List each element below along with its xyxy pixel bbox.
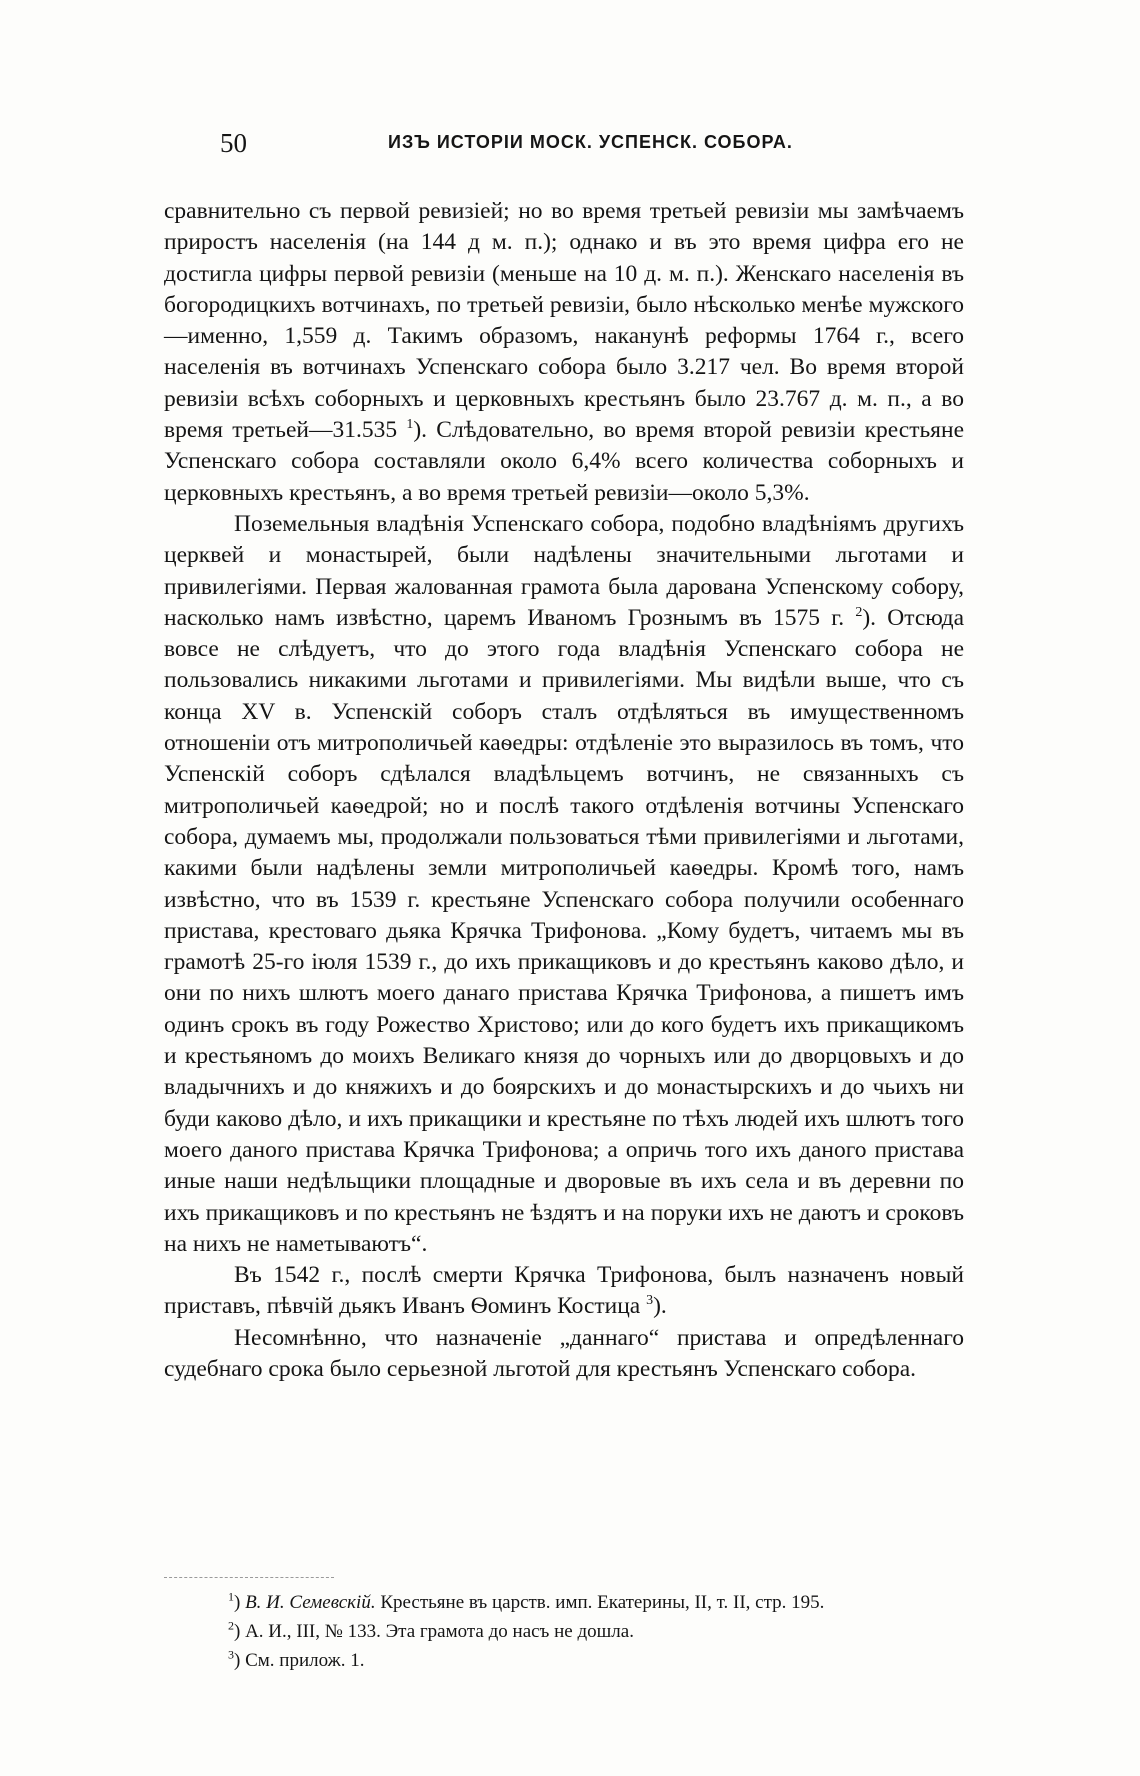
footnote: $^3$) См. прилож. 1.	[228, 1647, 365, 1671]
page-header	[220, 128, 940, 168]
footnote-mark: 2	[228, 1618, 234, 1633]
paragraph: Въ 1542 г., послѣ смерти Крячка Трифонова, былъ назначенъ новый приставъ, пѣвчій дьякъ Иванъ Ѳоминъ Костица $^3$).	[164, 1262, 964, 1320]
footnote-mark: 3	[228, 1647, 234, 1662]
footnote-author: В. И. Семевскій.	[245, 1592, 376, 1613]
running-title: ИЗЪ ИСТОРІИ МОСК. УСПЕНСК. СОБОРА.	[388, 132, 793, 152]
paragraph: Поземельныя владѣнія Успенскаго собора, подобно владѣніямъ другихъ церквей и монастырей, были надѣлены значительными льготами и привилегіями. Первая жалованная грамота была дарована Успенскому собору, насколько намъ извѣстно, царемъ Иваномъ Грознымъ въ 1575 г. $^2$). Отсюда вовсе не слѣдуетъ, что до этого года владѣнія Успенскаго собора не пользовались никакими льготами и привилегіями. Мы видѣли выше, что съ конца XV в. Успенскій соборъ сталъ отдѣляться въ имущественномъ отношеніи отъ митрополичьей каѳедры: отдѣленіе это выразилось въ томъ, что Успенскій соборъ сдѣлался владѣльцемъ вотчинъ, не связанныхъ съ митрополичьей каѳедрой; но и послѣ такого отдѣленія вотчины Успенскаго собора, думаемъ мы, продолжали пользоваться тѣми привилегіями и льготами, какими были надѣлены земли митрополичьей каѳедры. Кромѣ того, намъ извѣстно, что въ 1539 г. крестьяне Успенскаго собора получили особеннаго пристава, крестоваго дьяка Крячка Трифонова. „Кому будетъ, читаемъ мы въ грамотѣ 25-го іюля 1539 г., до ихъ прикащиковъ и до крестьянъ каково дѣло, и они по нихъ шлютъ моего данаго пристава Крячка Трифонова, а пишетъ имъ одинъ срокъ въ году Рожество Христово; или до кого будетъ ихъ прикащикомъ и крестьяномъ до моихъ Великаго князя до чорныхъ или до дворцовыхъ и до владычнихъ и до княжихъ и до боярскихъ и до монастырскихъ и до чьихъ ни буди каково дѣло, и ихъ прикащики и крестьяне по тѣхъ людей ихъ шлютъ того моего даного пристава Крячка Трифонова; а опричь того ихъ даного пристава иные наши недѣльщики площадные и дворовые въ ихъ села и въ деревни по ихъ прикащиковъ и по крестьянъ не ѣздятъ и на поруки ихъ не даютъ и сроковъ на нихъ не наметываютъ“.	[164, 510, 964, 1257]
main-text	[164, 196, 964, 1385]
footnote-mark: 1	[228, 1589, 234, 1604]
footnotes	[228, 1588, 968, 1675]
paragraph: Несомнѣнно, что назначеніе „даннаго“ пристава и опредѣленнаго судебнаго срока было серьезной льготой для крестьянъ Успенскаго собора.	[164, 1324, 964, 1382]
footnote: $^1$) В. И. Семевскій. Крестьяне въ царств. имп. Екатерины, II, т. II, стр. 195.	[228, 1589, 825, 1613]
footnote-ref: 3	[646, 1293, 654, 1309]
footnote-divider	[164, 1577, 334, 1578]
footnote-ref: 2	[855, 605, 863, 621]
paragraph: сравнительно съ первой ревизіей; но во время третьей ревизіи мы замѣчаемъ приростъ населенія (на 144 д м. п.); однако и въ это время цифра его не достигла цифры первой ревизіи (меньше на 10 д. м. п.). Женскаго населенія въ богородицкихъ вотчинахъ, по третьей ревизіи, было нѣсколько менѣе мужского—именно, 1,559 д. Такимъ образомъ, наканунѣ реформы 1764 г., всего населенія въ вотчинахъ Успенскаго собора было 3.217 чел. Во время второй ревизіи всѣхъ соборныхъ и церковныхъ крестьянъ было 23.767 д. м. п., а во время третьей—31.535 $^1$). Слѣдовательно, во время второй ревизіи крестьяне Успенскаго собора составляли около 6,4% всего количества соборныхъ и церковныхъ крестьянъ, а во время третьей ревизіи—около 5,3%.	[164, 198, 964, 506]
footnote-ref: 1	[406, 417, 414, 433]
footnote: $^2$) А. И., III, № 133. Эта грамота до насъ не дошла.	[228, 1618, 634, 1642]
page-number: 50	[220, 128, 247, 158]
